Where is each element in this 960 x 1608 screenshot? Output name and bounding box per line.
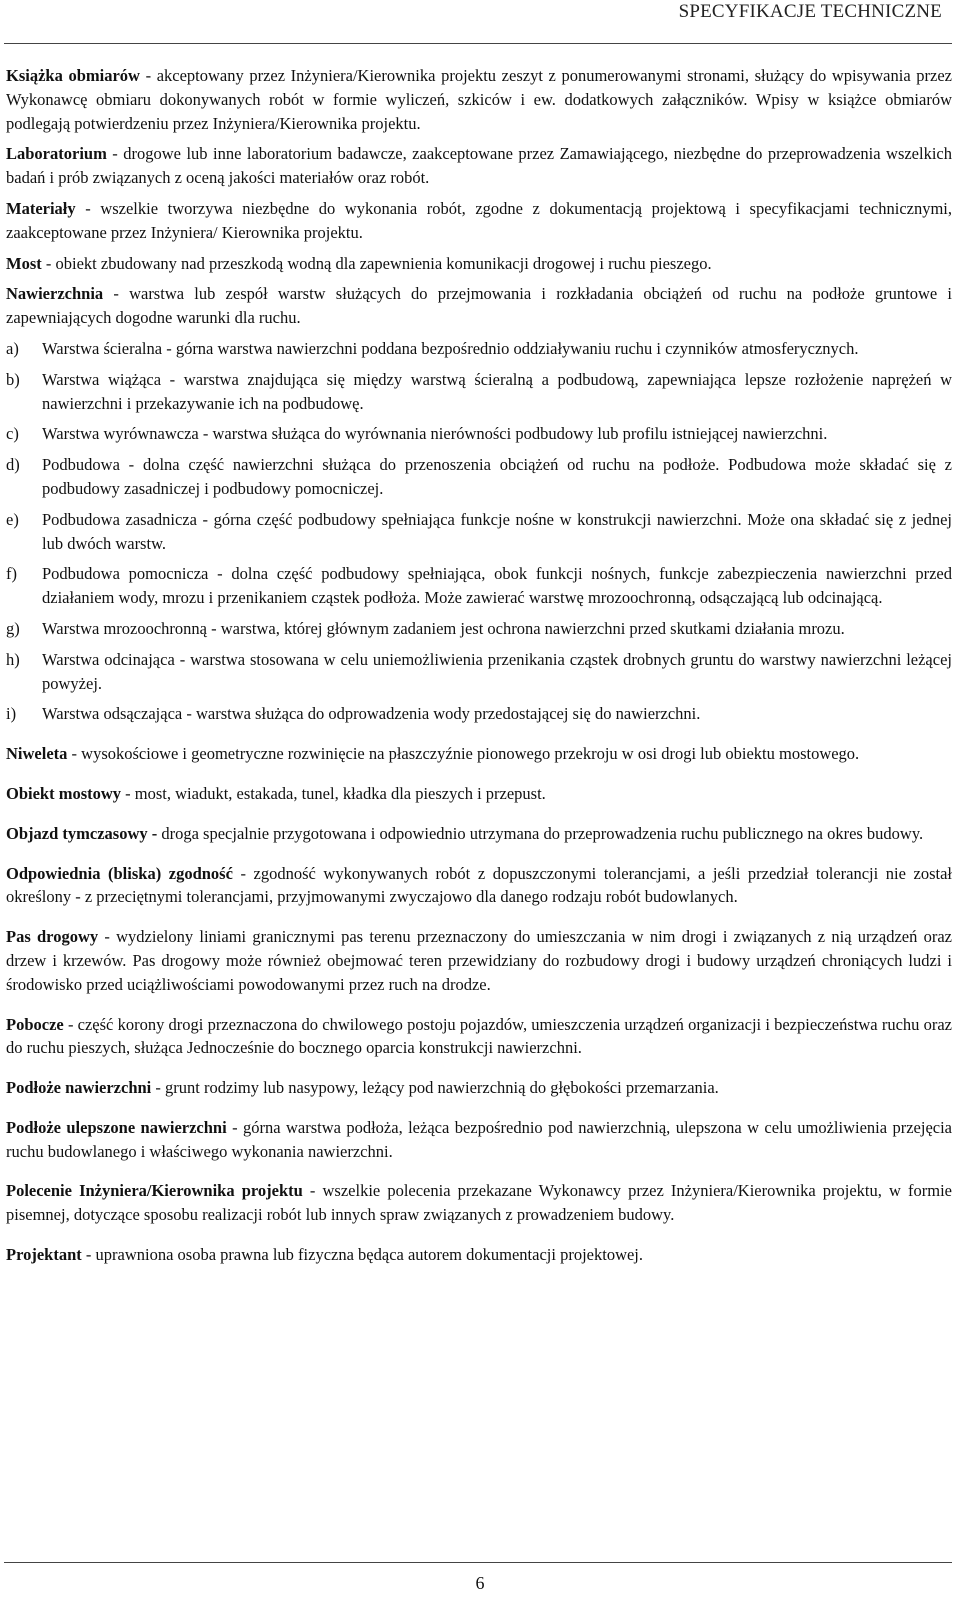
- sublist-item: [6, 422, 952, 446]
- definition-text: wszelkie tworzywa niezbędne do wykonania robót, zgodne z dokumentacją projektową i specyfikacjami technicznymi, zaakceptowane przez Inżyniera/ Kierownika projektu.: [6, 198, 953, 242]
- sublist-marker: i): [6, 704, 17, 724]
- header-title: SPECYFIKACJE TECHNICZNE: [678, 1, 942, 22]
- header-rule: [4, 43, 952, 44]
- sublist-text: Warstwa ścieralna - górna warstwa nawierzchni poddana bezpośrednio oddziaływaniu ruchu i czynników atmosferycznych.: [42, 338, 859, 358]
- sublist-item: [6, 562, 952, 610]
- sublist-marker: d): [6, 455, 20, 475]
- sublist-marker: f): [6, 564, 17, 584]
- definition-term: Projektant: [6, 1245, 82, 1265]
- definition-term: Nawierzchnia: [6, 284, 104, 304]
- definition-term: Książka obmiarów: [6, 66, 140, 85]
- sublist-item: [6, 368, 952, 416]
- footer-rule: [4, 1562, 952, 1563]
- definition-term: Laboratorium: [6, 144, 107, 164]
- sublist-text: Podbudowa pomocnicza - dolna część podbudowy spełniająca, obok funkcji nośnych, funkcje zabezpieczenia nawierzchni przed działaniem wody, mrozu i przenikaniem cząstek podłoża. Może zawierać warstwę mrozoochronną, odsączającą lub odcinającą.: [42, 564, 952, 608]
- definition-term: Niweleta: [6, 744, 68, 764]
- definition-term: Pas drogowy: [6, 927, 99, 947]
- page-header: [0, 0, 960, 36]
- sublist-text: Warstwa wiążąca - warstwa znajdująca się między warstwą ścieralną a podbudową, zapewniająca lepsze rozłożenie naprężeń w nawierzchni i przekazywanie ich na podbudowę.: [42, 369, 952, 413]
- definition-term: Polecenie Inżyniera/Kierownika projektu: [6, 1181, 303, 1201]
- definition-text: grunt rodzimy lub nasypowy, leżący pod nawierzchnią do głębokości przemarzania.: [165, 1078, 719, 1098]
- sublist-item: [6, 617, 952, 641]
- page-number: 6: [475, 1573, 485, 1593]
- definition-entry: Projektant - uprawniona osoba prawna lub fizyczna będąca autorem dokumentacji projektowej.: [6, 1245, 644, 1265]
- definition-term: Obiekt mostowy: [6, 783, 122, 803]
- definition-entry: Materiały - wszelkie tworzywa niezbędne do wykonania robót, zgodne z dokumentacją projektową i specyfikacjami technicznymi, zaakceptowane przez Inżyniera/ Kierownika projektu.: [6, 198, 953, 242]
- sublist-marker: h): [6, 649, 20, 669]
- definition-text: wszelkie polecenia przekazane Wykonawcy przez Inżyniera/Kierownika projektu, w formie pisemnej, dotyczące sposobu realizacji robót lub innych spraw związanych z prowadzeniem budowy.: [6, 1181, 952, 1225]
- definition-entry: Podłoże nawierzchni - grunt rodzimy lub nasypowy, leżący pod nawierzchnią do głębokości przemarzania.: [6, 1078, 719, 1098]
- sublist-marker: a): [6, 338, 19, 358]
- definition-text: część korony drogi przeznaczona do chwilowego postoju pojazdów, umieszczenia urządzeń organizacji i bezpieczeństwa ruchu oraz do ruchu pieszych, służąca Jednocześnie do bocznego oparcia konstrukcji nawierzchni.: [6, 1014, 952, 1058]
- definition-term: Most: [6, 253, 42, 273]
- definition-text: górna warstwa podłoża, leżąca bezpośrednio pod nawierzchnią, ulepszona w celu umożliwienia przejęcia ruchu budowlanego i właściwego wykonania nawierzchni.: [6, 1117, 952, 1161]
- definition-text: wysokościowe i geometryczne rozwinięcie na płaszczyźnie pionowego przekroju w osi drogi lub obiektu mostowego.: [81, 744, 860, 764]
- definition-entry: Niweleta - wysokościowe i geometryczne rozwinięcie na płaszczyźnie pionowego przekroju w osi drogi lub obiektu mostowego.: [6, 744, 860, 764]
- definition-text: warstwa lub zespół warstw służących do przejmowania i rozkładania obciążeń od ruchu na podłoże gruntowe i zapewniających dogodne warunki dla ruchu.: [6, 284, 953, 328]
- sublist-item: [6, 648, 952, 696]
- definition-term: Objazd tymczasowy -: [6, 823, 158, 843]
- definition-text: droga specjalnie przygotowana i odpowiednio utrzymana do przeprowadzenia ruchu publicznego na okres budowy.: [161, 823, 924, 843]
- definition-term: Podłoże nawierzchni: [6, 1078, 152, 1098]
- sublist-marker: c): [6, 424, 19, 444]
- definition-entry: Obiekt mostowy - most, wiadukt, estakada, tunel, kładka dla pieszych i przepust.: [6, 783, 546, 803]
- definition-entry: Laboratorium - drogowe lub inne laboratorium badawcze, zaakceptowane przez Zamawiającego, niezbędne do przeprowadzenia wszelkich badań i prób związanych z oceną jakości materiałów oraz robót.: [6, 144, 953, 188]
- definition-text: akceptowany przez Inżyniera/Kierownika projektu zeszyt z ponumerowanymi stronami, służący do wpisywania przez Wykonawcę obmiaru dokonywanych robót w formie wyliczeń, szkiców i ew. dodatkowych załączników. Wpisy w książce obmiarów podlegają potwierdzeniu przez Inżyniera/Kierownika projektu.: [6, 66, 952, 133]
- definition-term: Pobocze: [6, 1014, 64, 1034]
- sublist-text: Warstwa odcinająca - warstwa stosowana w celu uniemożliwienia przenikania cząstek drobnych gruntu do warstwy nawierzchni leżącej powyżej.: [42, 649, 952, 693]
- sublist-text: Warstwa mrozoochronną - warstwa, której głównym zadaniem jest ochrona nawierzchni przed skutkami działania mrozu.: [42, 618, 845, 638]
- definition-term: Materiały: [6, 198, 76, 218]
- document-body: [6, 64, 952, 1274]
- definition-entry: Pas drogowy - wydzielony liniami granicznymi pas terenu przeznaczony do umieszczania w nim drogi i związanych z nią urządzeń oraz drzew i krzewów. Pas drogowy może również obejmować teren przewidziany do rozbudowy drogi i budowy urządzeń chroniących ludzi i środowisko przed uciążliwościami powodowanymi przez ruch na drodze.: [6, 927, 952, 994]
- definition-term: Podłoże ulepszone nawierzchni: [6, 1117, 227, 1137]
- definition-entry: Polecenie Inżyniera/Kierownika projektu - wszelkie polecenia przekazane Wykonawcy przez Inżyniera/Kierownika projektu, w formie pisemnej, dotyczące sposobu realizacji robót lub innych spraw związanych z prowadzeniem budowy.: [6, 1181, 952, 1225]
- definition-text: zgodność wykonywanych robót z dopuszczonymi tolerancjami, a jeśli przedział tolerancji nie został określony - z przeciętnymi tolerancjami, przyjmowanymi zwyczajowo dla danego rodzaju robót budowlanych.: [6, 863, 952, 907]
- sublist-marker: b): [6, 369, 20, 389]
- definition-entry: Odpowiednia (bliska) zgodność - zgodność wykonywanych robót z dopuszczonymi tolerancjami, a jeśli przedział tolerancji nie został określony - z przeciętnymi tolerancjami, przyjmowanymi zwyczajowo dla danego rodzaju robót budowlanych.: [6, 863, 952, 907]
- sublist-marker: g): [6, 618, 20, 638]
- definition-text: wydzielony liniami granicznymi pas terenu przeznaczony do umieszczania w nim drogi i związanych z nią urządzeń oraz drzew i krzewów. Pas drogowy może również obejmować teren przewidziany do rozbudowy drogi i budowy urządzeń chroniących ludzi i środowisko przed uciążliwościami powodowanymi przez ruch na drodze.: [6, 927, 952, 994]
- sublist-item: [6, 453, 952, 501]
- definition-entry: Pobocze - część korony drogi przeznaczona do chwilowego postoju pojazdów, umieszczenia urządzeń organizacji i bezpieczeństwa ruchu oraz do ruchu pieszych, służąca Jednocześnie do bocznego oparcia konstrukcji nawierzchni.: [6, 1014, 952, 1058]
- definition-text: obiekt zbudowany nad przeszkodą wodną dla zapewnienia komunikacji drogowej i ruchu pieszego.: [55, 253, 712, 273]
- definition-text: drogowe lub inne laboratorium badawcze, zaakceptowane przez Zamawiającego, niezbędne do przeprowadzenia wszelkich badań i prób związanych z oceną jakości materiałów oraz robót.: [6, 144, 953, 188]
- sublist-item: [6, 508, 952, 556]
- definition-text: most, wiadukt, estakada, tunel, kładka dla pieszych i przepust.: [134, 783, 546, 803]
- definition-entry: Nawierzchnia - warstwa lub zespół warstw służących do przejmowania i rozkładania obciążeń od ruchu na podłoże gruntowe i zapewniających dogodne warunki dla ruchu.: [6, 284, 953, 328]
- sublist-text: Warstwa odsączająca - warstwa służąca do odprowadzenia wody przedostającej się do nawierzchni.: [42, 704, 701, 724]
- sublist-text: Warstwa wyrównawcza - warstwa służąca do wyrównania nierówności podbudowy lub profilu istniejącej nawierzchni.: [42, 424, 828, 444]
- sublist-marker: e): [6, 509, 19, 529]
- sublist-text: Podbudowa zasadnicza - górna część podbudowy spełniająca funkcje nośne w konstrukcji nawierzchni. Może ona składać się z jednej lub dwóch warstw.: [42, 509, 952, 553]
- sublist-item: [6, 702, 952, 726]
- definition-entry: Książka obmiarów - akceptowany przez Inżyniera/Kierownika projektu zeszyt z ponumerowanymi stronami, służący do wpisywania przez Wykonawcę obmiaru dokonywanych robót w formie wyliczeń, szkiców i ew. dodatkowych załączników. Wpisy w książce obmiarów podlegają potwierdzeniu przez Inżyniera/Kierownika projektu.: [6, 66, 952, 133]
- definition-term: Odpowiednia (bliska) zgodność: [6, 863, 233, 883]
- sublist-text: Podbudowa - dolna część nawierzchni służąca do przenoszenia obciążeń od ruchu na podłoże. Podbudowa może składać się z podbudowy zasadniczej i podbudowy pomocniczej.: [42, 455, 952, 498]
- sublist-item: [6, 337, 952, 361]
- definition-entry: Most - obiekt zbudowany nad przeszkodą wodną dla zapewnienia komunikacji drogowej i ruchu pieszego.: [6, 253, 712, 273]
- definition-entry: [6, 822, 952, 846]
- definition-entry: Podłoże ulepszone nawierzchni - górna warstwa podłoża, leżąca bezpośrednio pod nawierzchnią, ulepszona w celu umożliwienia przejęcia ruchu budowlanego i właściwego wykonania nawierzchni.: [6, 1117, 952, 1161]
- definition-text: uprawniona osoba prawna lub fizyczna będąca autorem dokumentacji projektowej.: [95, 1245, 644, 1265]
